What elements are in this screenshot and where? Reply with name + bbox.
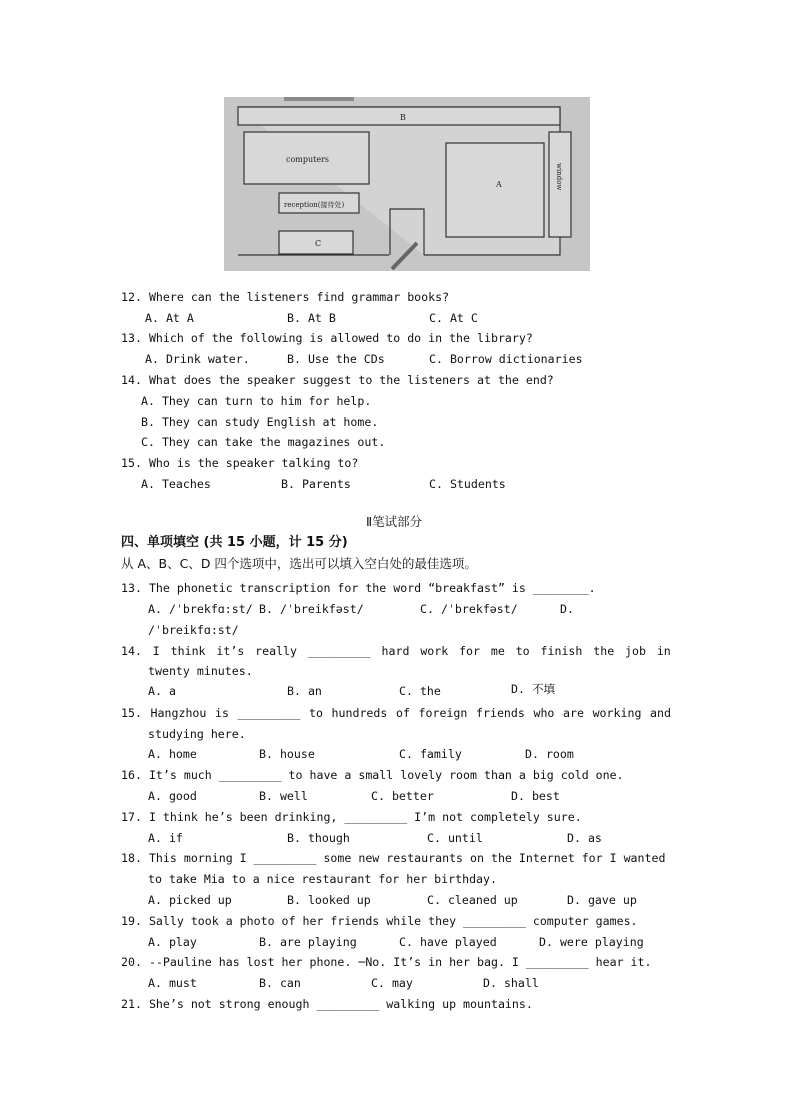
option[interactable]: D. 不填 [511, 682, 556, 696]
listening-question-14 [121, 373, 554, 387]
word: think [170, 644, 206, 658]
question-text: Which of the following is allowed to do in the library? [148, 331, 533, 345]
word: finish [540, 644, 583, 658]
option[interactable]: A. At A [145, 311, 194, 325]
option[interactable]: A. good [148, 789, 197, 803]
word: is [214, 706, 229, 720]
option[interactable]: A. a [148, 684, 176, 698]
mc-question-21 [121, 997, 533, 1011]
word: me [490, 644, 505, 658]
option[interactable]: D. room [525, 747, 574, 761]
question-text: Who is the speaker talking to? [148, 456, 359, 470]
label-a: A [496, 180, 502, 189]
answer-blank: _________ [237, 706, 301, 720]
question-number: 15. [121, 456, 142, 470]
question-number: 12. [121, 290, 142, 304]
question-text: I think he’s been drinking, _________ I’m not completely sure. [148, 810, 582, 824]
option[interactable]: C. the [399, 684, 441, 698]
option[interactable]: B. Use the CDs [287, 352, 385, 366]
mc-question-14 [121, 644, 671, 658]
option[interactable]: A. Teaches [141, 477, 211, 491]
listening-question-12 [121, 290, 449, 304]
option[interactable]: B. well [259, 789, 308, 803]
word: working [592, 706, 642, 720]
option[interactable]: A. must [148, 976, 197, 990]
question-number: 21. [121, 997, 142, 1011]
label-reception: reception(接待处) [284, 201, 345, 209]
label-c: C [315, 239, 322, 248]
option[interactable]: C. have played [399, 935, 497, 949]
question-text: She’s not strong enough _________ walking up mountains. [148, 997, 533, 1011]
word: and [650, 706, 671, 720]
option[interactable]: B. /ˈbreikfəst/ [259, 602, 364, 616]
section-instruction: 从 A、B、C、D 四个选项中，选出可以填入空白处的最佳选项。 [121, 556, 477, 571]
word: the [593, 644, 615, 658]
listening-question-15 [121, 456, 358, 470]
option[interactable]: A. play [148, 935, 197, 949]
question-number: 14. [121, 373, 142, 387]
question-number: 14. [121, 644, 142, 658]
option[interactable]: D. shall [483, 976, 539, 990]
option[interactable]: C. Borrow dictionaries [429, 352, 583, 366]
option[interactable]: B. At B [287, 311, 336, 325]
question-number: 17. [121, 810, 142, 824]
word: I [152, 644, 160, 658]
option[interactable]: C. may [371, 976, 413, 990]
option[interactable]: B. can [259, 976, 301, 990]
word: in [656, 644, 671, 658]
question-number: 19. [121, 914, 142, 928]
option[interactable]: B. though [287, 831, 350, 845]
question-text: This morning I _________ some new restaurants on the Internet for I wanted [148, 851, 666, 865]
word: who [533, 706, 555, 720]
word: friends [476, 706, 525, 720]
question-number: 13. [121, 581, 142, 595]
shelf-b [238, 107, 560, 125]
option[interactable]: C. cleaned up [427, 893, 518, 907]
word: foreign [418, 706, 468, 720]
word: are [563, 706, 584, 720]
listening-question-13 [121, 331, 533, 345]
question-number: 15. [121, 706, 142, 720]
mc-question-17 [121, 810, 582, 824]
option[interactable]: C. better [371, 789, 434, 803]
word: work [420, 644, 449, 658]
label-window: window [555, 163, 563, 191]
mc-question-16 [121, 768, 624, 782]
option[interactable]: B. Parents [281, 477, 351, 491]
mc-question-13 [121, 581, 596, 595]
mc-question-15 [121, 706, 671, 720]
word: hard [381, 644, 410, 658]
option[interactable]: A. if [148, 831, 183, 845]
option[interactable]: C. They can take the magazines out. [141, 435, 386, 449]
label-computers: computers [286, 155, 330, 164]
question-number: 16. [121, 768, 142, 782]
word: hundreds [331, 706, 388, 720]
word: for [459, 644, 481, 658]
option[interactable]: D. gave up [567, 893, 637, 907]
question-text-continuation: studying here. [148, 727, 246, 741]
floor-plan-diagram [224, 97, 590, 271]
question-text: It’s much _________ to have a small lovely room than a big cold one. [148, 768, 624, 782]
option[interactable]: C. family [399, 747, 462, 761]
option[interactable]: C. Students [429, 477, 506, 491]
question-text: What does the speaker suggest to the listeners at the end? [148, 373, 554, 387]
option[interactable]: C. /ˈbrekfəst/ [420, 602, 518, 616]
word: it’s [216, 644, 245, 658]
mc-question-20 [121, 955, 652, 969]
option[interactable]: C. At C [429, 311, 478, 325]
question-number: 13. [121, 331, 142, 345]
question-text: The phonetic transcription for the word “breakfast” is ________. [148, 581, 596, 595]
question-text: Where can the listeners find grammar books? [148, 290, 450, 304]
mc-question-18 [121, 851, 665, 865]
option[interactable]: D. as [567, 831, 602, 845]
word: job [625, 644, 646, 658]
word: Hangzhou [150, 706, 207, 720]
option[interactable]: D. best [511, 789, 560, 803]
library-floor-plan [224, 97, 590, 271]
option[interactable]: A. Drink water. [145, 352, 250, 366]
question-text: --Pauline has lost her phone. ─No. It’s in her bag. I _________ hear it. [148, 955, 652, 969]
option[interactable]: D. [560, 602, 574, 616]
option[interactable]: B. are playing [259, 935, 357, 949]
word: of [395, 706, 410, 720]
option[interactable]: A. home [148, 747, 197, 761]
question-text-continuation: twenty minutes. [148, 664, 253, 678]
question-text: Sally took a photo of her friends while they _________ computer games. [148, 914, 638, 928]
part-title: Ⅱ笔试部分 [366, 514, 423, 529]
word: really [255, 644, 298, 658]
option[interactable]: A. picked up [148, 893, 232, 907]
option-continuation: /ˈbreikfɑ:st/ [148, 623, 239, 637]
option[interactable]: C. until [427, 831, 483, 845]
area-a [446, 143, 544, 237]
word: to [308, 706, 323, 720]
question-number: 20. [121, 955, 142, 969]
option[interactable]: B. They can study English at home. [141, 415, 379, 429]
option[interactable]: B. looked up [287, 893, 371, 907]
option[interactable]: D. were playing [539, 935, 644, 949]
mc-question-19 [121, 914, 638, 928]
word: to [515, 644, 530, 658]
question-text-continuation: to take Mia to a nice restaurant for her birthday. [148, 872, 498, 886]
answer-blank: _________ [307, 644, 371, 658]
option[interactable]: A. /ˈbrekfɑ:st/ [148, 602, 253, 616]
option[interactable]: B. house [259, 747, 315, 761]
option[interactable]: B. an [287, 684, 322, 698]
label-b: B [400, 113, 406, 122]
question-number: 18. [121, 851, 142, 865]
section-heading: 四、单项填空 (共 15 小题，计 15 分) [121, 535, 348, 550]
option[interactable]: A. They can turn to him for help. [141, 394, 372, 408]
